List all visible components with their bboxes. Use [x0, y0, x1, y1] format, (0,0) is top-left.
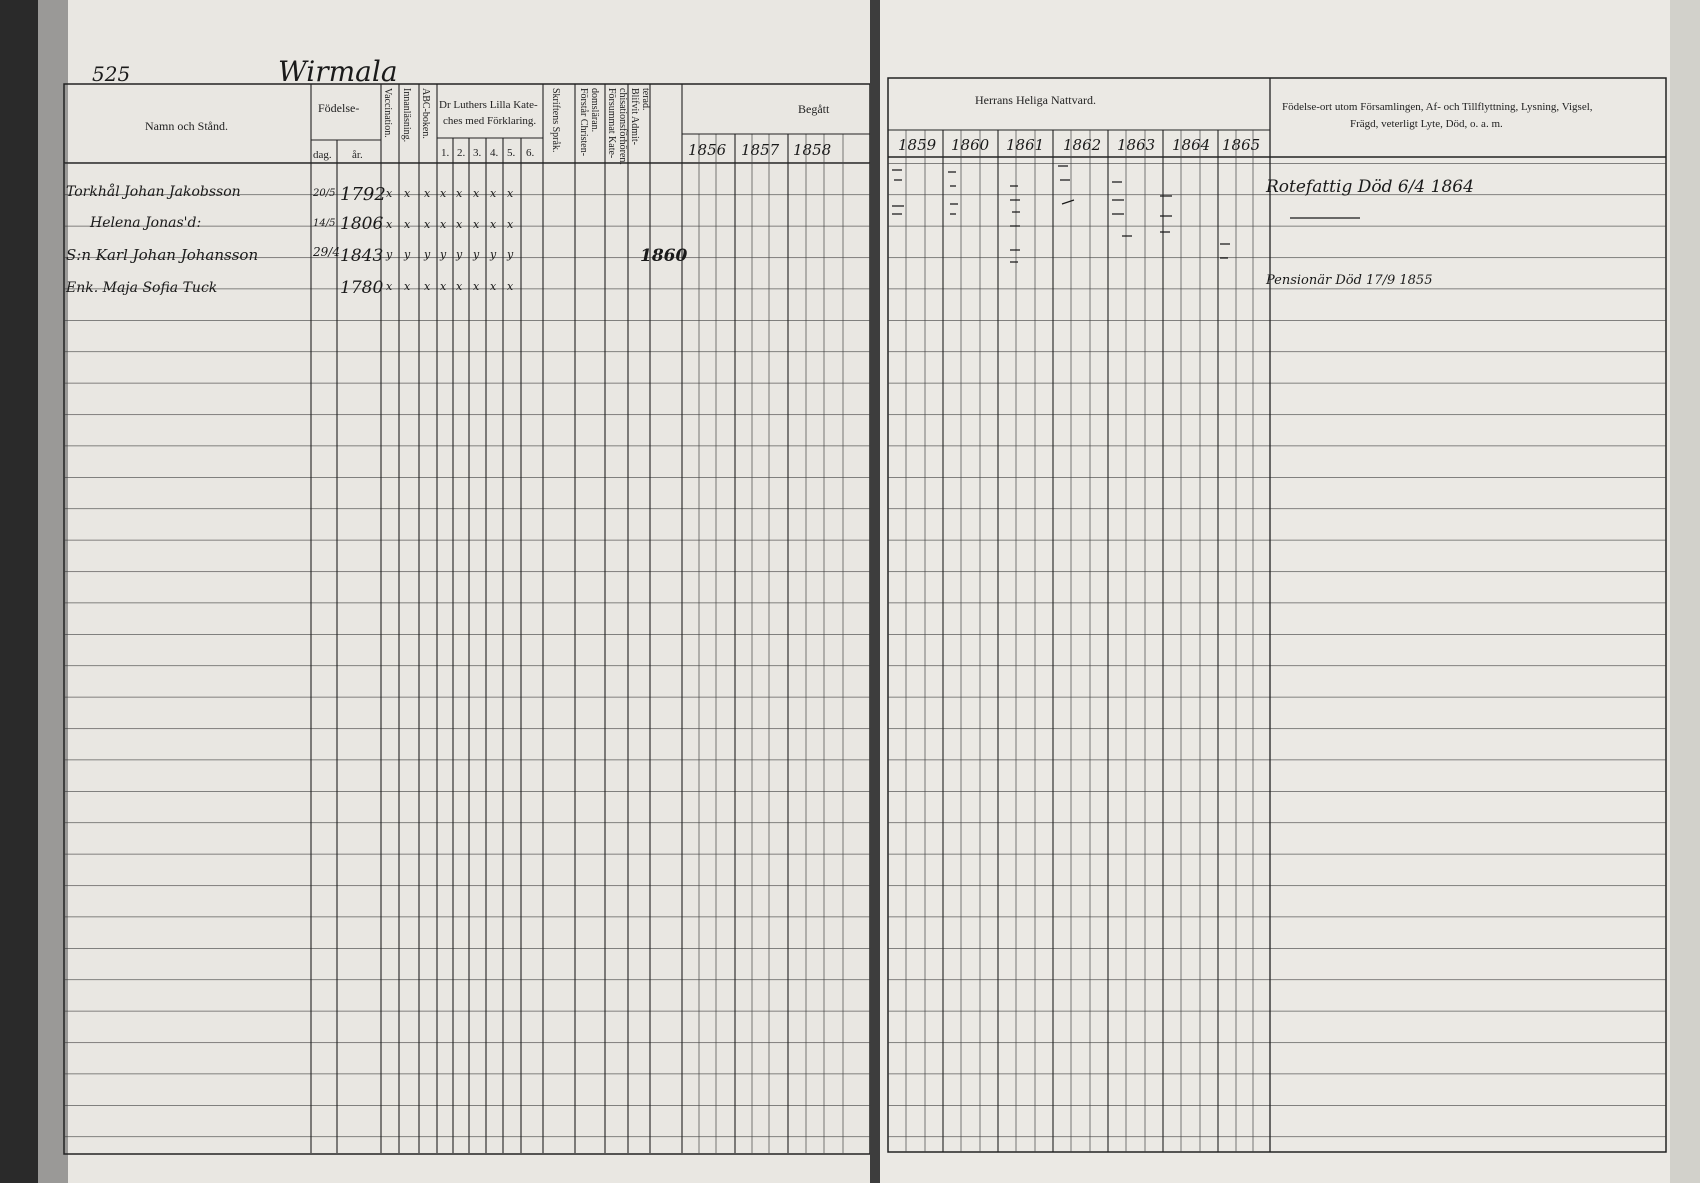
header-vaccination: Vaccination. [382, 88, 393, 138]
year-1856: 1856 [688, 141, 727, 159]
tick-mark: y [440, 248, 447, 261]
header-year: år. [352, 149, 363, 161]
header-col-6: 6. [526, 147, 535, 159]
row-4-year: 1780 [340, 278, 384, 298]
row-1-day: 20/5 [313, 188, 336, 199]
tick-mark: x [386, 187, 393, 200]
header-forsummat-1: Försummat Kate- [606, 88, 617, 159]
tick-mark: x [404, 218, 411, 231]
row-1-year: 1792 [340, 184, 386, 205]
tick-mark: x [507, 218, 514, 231]
row-4-name: Enk. Maja Sofia Tuck [66, 280, 218, 296]
header-abc: ABC-boken. [420, 88, 431, 139]
year-1857: 1857 [741, 141, 780, 159]
header-forsummat-2: chisationsförhören. [617, 88, 628, 165]
tick-mark: y [490, 248, 497, 261]
remark-row-3: Pensionär Död 17/9 1855 [1266, 273, 1433, 288]
tick-mark: x [507, 280, 514, 293]
tick-mark: y [404, 248, 411, 261]
tick-mark: x [424, 187, 431, 200]
tick-mark: x [507, 187, 514, 200]
header-skriftens-sprak: Skriftens Språk. [550, 88, 561, 153]
header-innanlasning: Innanläsning. [401, 88, 412, 143]
year-1861: 1861 [1006, 136, 1045, 154]
tick-mark: x [473, 187, 480, 200]
tick-mark: x [404, 187, 411, 200]
header-remarks-1: Födelse-ort utom Församlingen, Af- och Tillflyttning, Lysning, Vigsel, [1282, 101, 1593, 113]
row-3-day: 29/4 [313, 245, 340, 259]
tick-mark: x [473, 280, 480, 293]
tick-mark: y [424, 248, 431, 261]
row-2-day: 14/5 [313, 218, 336, 229]
year-1865: 1865 [1222, 136, 1261, 154]
right-page [880, 0, 1700, 1183]
tick-mark: x [490, 218, 497, 231]
tick-mark: x [386, 218, 393, 231]
year-1858: 1858 [793, 141, 832, 159]
year-1862: 1862 [1063, 136, 1102, 154]
header-communion: Herrans Heliga Nattvard. [975, 93, 1096, 107]
row-2-year: 1806 [340, 214, 384, 234]
row-3-admitted: 1860 [640, 246, 688, 266]
header-begatt: Begått [798, 102, 830, 116]
tick-mark: x [424, 280, 431, 293]
tick-mark: x [404, 280, 411, 293]
year-1863: 1863 [1117, 136, 1156, 154]
header-col-1: 1. [441, 147, 450, 159]
year-1860: 1860 [951, 136, 990, 154]
year-1864: 1864 [1172, 136, 1211, 154]
header-christendom-1: Förstår Christen- [578, 88, 589, 157]
tick-mark: y [473, 248, 480, 261]
tick-mark: x [490, 280, 497, 293]
remark-row-1: Rotefattig Död 6/4 1864 [1266, 177, 1474, 197]
header-luther-2: ches med Förklaring. [443, 115, 537, 127]
tick-mark: x [456, 280, 463, 293]
row-3-name: S:n Karl Johan Johansson [66, 246, 259, 264]
left-page [38, 0, 874, 1183]
tick-mark: y [456, 248, 463, 261]
page-number: 525 [92, 62, 131, 86]
header-col-4: 4. [490, 147, 499, 159]
tick-mark: x [424, 218, 431, 231]
row-3-year: 1843 [340, 246, 384, 266]
tick-mark: x [386, 280, 393, 293]
header-birth: Födelse- [318, 101, 360, 115]
header-blifvit-2: terad. [640, 88, 651, 111]
header-day: dag. [313, 149, 332, 161]
header-remarks-2: Frägd, veterligt Lyte, Död, o. a. m. [1350, 118, 1503, 130]
parish-name: Wirmala [278, 55, 398, 88]
tick-mark: x [456, 187, 463, 200]
tick-mark: x [440, 187, 447, 200]
tick-mark: y [507, 248, 514, 261]
tick-mark: x [440, 280, 447, 293]
header-col-5: 5. [507, 147, 516, 159]
tick-mark: x [490, 187, 497, 200]
row-1-name: Torkhål Johan Jakobsson [66, 184, 241, 200]
header-col-2: 2. [457, 147, 466, 159]
tick-mark: x [440, 218, 447, 231]
header-luther-1: Dr Luthers Lilla Kate- [439, 99, 538, 111]
row-2-name: Helena Jonas'd: [90, 215, 202, 231]
header-col-3: 3. [473, 147, 482, 159]
tick-mark: x [456, 218, 463, 231]
year-1859: 1859 [898, 136, 937, 154]
tick-mark: y [386, 248, 393, 261]
header-name: Namn och Stånd. [145, 119, 228, 133]
header-blifvit-1: Blifvit Admit- [629, 88, 640, 145]
header-christendom-2: domsläran. [589, 88, 600, 133]
tick-mark: x [473, 218, 480, 231]
